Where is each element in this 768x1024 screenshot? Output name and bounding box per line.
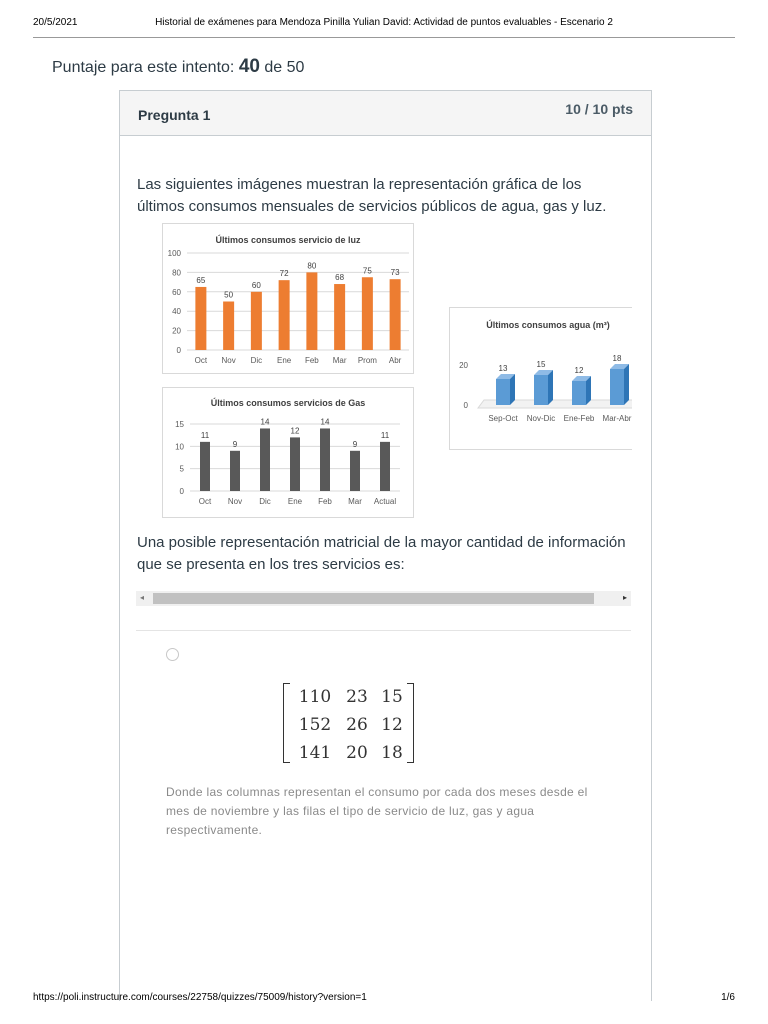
bar-side	[510, 374, 515, 405]
question-prompt-line: Una posible representación matricial de la mayor cantidad de información	[137, 534, 626, 551]
data-label: 68	[335, 273, 345, 283]
matrix-cell: 12	[381, 715, 403, 735]
bar	[279, 280, 290, 350]
data-label: 72	[279, 269, 289, 279]
x-tick-label: Ene-Feb	[563, 414, 595, 423]
answer-radio[interactable]	[166, 648, 179, 661]
y-tick-label: 15	[175, 420, 184, 429]
bar	[350, 451, 360, 491]
bar	[534, 375, 548, 405]
y-tick-label: 100	[167, 249, 181, 258]
x-tick-label: Dic	[259, 497, 271, 506]
print-date: 20/5/2021	[33, 17, 78, 28]
bar	[610, 369, 624, 405]
x-tick-label: Ene	[277, 356, 292, 365]
x-tick-label: Mar-Abr	[602, 414, 632, 423]
data-label: 12	[290, 426, 300, 436]
matrix-cell: 26	[346, 715, 368, 735]
score-prefix: Puntaje para este intento:	[52, 59, 235, 76]
answer-divider	[136, 630, 631, 631]
y-tick-label: 20	[459, 361, 468, 370]
matrix-right-bracket	[407, 683, 414, 763]
data-label: 11	[200, 430, 210, 440]
chart-title: Últimos consumos agua (m³)	[486, 320, 610, 330]
chart-luz-svg	[163, 224, 413, 373]
chart-luz	[162, 223, 414, 374]
data-label: 14	[320, 417, 330, 427]
y-tick-label: 20	[172, 326, 181, 336]
x-tick-label: Mar	[332, 356, 347, 365]
chart-agua-svg	[450, 308, 632, 449]
question-prompt-line: que se presenta en los tres servicios es:	[137, 556, 405, 573]
bar	[306, 272, 317, 350]
x-tick-label: Feb	[318, 497, 332, 506]
matrix-cell: 20	[346, 743, 368, 763]
bar	[320, 428, 330, 491]
x-tick-label: Mar	[348, 497, 362, 506]
x-tick-label: Oct	[198, 497, 212, 506]
chart-gas	[162, 387, 414, 518]
data-label: 13	[498, 364, 508, 373]
bar	[230, 451, 240, 491]
bar	[572, 381, 586, 405]
x-tick-label: Dic	[250, 356, 263, 365]
bar	[334, 284, 345, 350]
bar-side	[624, 364, 629, 405]
matrix-cell: 23	[346, 687, 368, 707]
x-tick-label: Ene	[287, 497, 303, 506]
x-tick-label: Prom	[357, 356, 377, 365]
score-suffix: de 50	[264, 59, 305, 76]
print-page-number: 1/6	[721, 992, 735, 1003]
bar	[380, 442, 390, 491]
matrix-cell: 141	[298, 743, 332, 763]
matrix-left-bracket	[283, 683, 290, 763]
matrix-table	[293, 683, 407, 767]
x-tick-label: Nov	[221, 356, 236, 365]
question-prompt	[137, 532, 626, 576]
answer-note: Donde las columnas representan el consumo por cada dos meses desde el mes de noviembre y las filas el tipo de servicio de luz, gas y agua respectivamente.	[166, 785, 588, 837]
bar	[195, 287, 206, 350]
data-label: 9	[352, 439, 358, 449]
chart-title: Últimos consumos servicio de luz	[215, 235, 361, 245]
score-value: 40	[238, 56, 260, 77]
question-intro-line: Las siguientes imágenes muestran la representación gráfica de los	[137, 176, 582, 193]
scroll-right-icon[interactable]: ▸	[622, 593, 627, 602]
data-label: 73	[390, 268, 400, 278]
y-tick-label: 0	[179, 487, 184, 496]
matrix-cell: 15	[381, 687, 403, 707]
matrix-cell: 152	[298, 715, 332, 735]
bar	[496, 379, 510, 405]
y-tick-label: 5	[179, 464, 184, 474]
bar	[200, 442, 210, 491]
data-label: 65	[196, 275, 206, 285]
scrollbar-thumb[interactable]	[153, 593, 594, 604]
horizontal-scrollbar[interactable]	[136, 591, 631, 606]
data-label: 15	[536, 360, 546, 369]
x-tick-label: Nov	[227, 497, 243, 506]
x-tick-label: Abr	[388, 356, 402, 365]
matrix-cell: 18	[381, 743, 403, 763]
bar-side	[586, 376, 591, 405]
attempt-score	[52, 56, 304, 78]
x-tick-label: Actual	[373, 497, 397, 506]
page-header	[0, 0, 768, 38]
x-tick-label: Sep-Oct	[488, 414, 518, 423]
y-tick-label: 80	[172, 268, 181, 278]
bar	[362, 277, 373, 350]
y-tick-label: 0	[176, 346, 181, 355]
answer-matrix	[283, 683, 414, 763]
data-label: 11	[380, 430, 390, 440]
question-intro-line: últimos consumos mensuales de servicios públicos de agua, gas y luz.	[137, 198, 607, 215]
data-label: 60	[251, 280, 261, 290]
data-label: 75	[362, 266, 372, 276]
bar	[390, 279, 401, 350]
question-title: Pregunta 1	[138, 107, 211, 123]
chart-title: Últimos consumos servicios de Gas	[210, 398, 366, 408]
y-tick-label: 0	[463, 401, 468, 410]
matrix-cell: 110	[298, 687, 332, 707]
question-header	[120, 91, 651, 136]
x-tick-label: Nov-Dic	[526, 414, 556, 423]
data-label: 12	[574, 366, 584, 375]
data-label: 14	[260, 417, 270, 427]
question-points: 10 / 10 pts	[565, 101, 633, 117]
bar	[260, 428, 270, 491]
y-tick-label: 10	[175, 442, 184, 452]
y-tick-label: 60	[172, 287, 181, 297]
chart-agua	[449, 307, 632, 450]
chart-gas-svg	[163, 388, 413, 517]
data-label: 50	[224, 290, 234, 300]
print-url: https://poli.instructure.com/courses/22758/quizzes/75009/history?version=1	[33, 992, 367, 1003]
scroll-left-icon[interactable]: ◂	[140, 593, 145, 602]
y-tick-label: 40	[172, 307, 181, 317]
x-tick-label: Feb	[304, 356, 319, 365]
header-rule	[33, 37, 735, 38]
x-tick-label: Oct	[194, 356, 208, 365]
bar-side	[548, 370, 553, 405]
bar	[251, 292, 262, 350]
bar	[223, 302, 234, 351]
data-label: 80	[307, 261, 317, 271]
data-label: 9	[232, 439, 238, 449]
data-label: 18	[612, 354, 622, 363]
question-intro	[137, 174, 606, 218]
print-title: Historial de exámenes para Mendoza Pinilla Yulian David: Actividad de puntos evaluables - Escenario 2	[155, 17, 613, 28]
bar	[290, 437, 300, 491]
